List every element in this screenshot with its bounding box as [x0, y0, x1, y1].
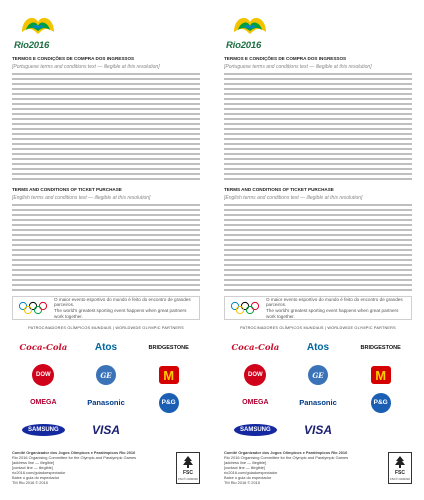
- partners-label: PATROCINADORES OLÍMPICOS MUNDIAIS | WORLDWIDE OLYMPIC PARTNERS: [240, 326, 396, 330]
- terms-pt-title: TERMOS E CONDIÇÕES DE COMPRA DOS INGRESSOS: [12, 56, 135, 61]
- terms-en-note: [English terms and conditions text — illegible at this resolution]: [12, 195, 151, 201]
- partner-message-box: [12, 296, 200, 320]
- footer-line: rio2016.com/guiadoespectador: [12, 470, 66, 475]
- footer-line: Baixe o guia do espectador: [224, 475, 272, 480]
- footer-line: [contact line — illegible]: [12, 465, 53, 470]
- ticket-panel-left: [4, 4, 208, 494]
- terms-en-body: [224, 204, 412, 292]
- footer-line: TM Rio 2016 © 2015: [12, 480, 48, 485]
- fsc-certification-badge: [388, 452, 412, 484]
- sponsor-panasonic: Panasonic: [87, 398, 125, 408]
- terms-en-title: TERMS AND CONDITIONS OF TICKET PURCHASE: [224, 187, 334, 192]
- sponsor-bridgestone: BRIDGESTONE: [360, 344, 401, 351]
- sponsor-omega: OMEGA: [242, 399, 269, 407]
- sponsor-grid: [12, 334, 200, 444]
- terms-pt-body: [12, 73, 200, 183]
- fsc-certification-badge: [176, 452, 200, 484]
- footer-organization-pt: Comitê Organizador dos Jogos Olímpicos e Paralímpicos Rio 2016: [12, 450, 136, 455]
- sponsor-dow: DOW: [244, 364, 266, 386]
- partner-message: [54, 297, 194, 319]
- rio2016-emblem-icon: [228, 10, 272, 40]
- rio2016-wordmark: Rio2016: [226, 40, 262, 51]
- sponsor-visa: VISA: [91, 423, 120, 438]
- fsc-label: FSC: [395, 470, 405, 476]
- sponsor-atos: Atos: [94, 342, 118, 354]
- partner-message-en: The world's greatest sporting event happens when great partners work together.: [54, 308, 187, 319]
- sponsor-coca-cola: Coca-Cola: [19, 342, 68, 353]
- terms-en-body: [12, 204, 200, 292]
- fsc-code: FSC® C000000: [390, 477, 410, 481]
- rio2016-emblem-icon: [16, 10, 60, 40]
- sponsor-grid: [224, 334, 412, 444]
- partner-message-pt: O maior evento esportivo do mundo é feito do encontro de grandes parceiros.: [54, 296, 191, 308]
- sponsor-mcdonalds-icon: M: [371, 366, 391, 384]
- footer-line: TM Rio 2016 © 2015: [224, 480, 260, 485]
- fsc-label: FSC: [183, 470, 193, 476]
- footer-line: [contact line — illegible]: [224, 465, 265, 470]
- footer-line: rio2016.com/guiadoespectador: [224, 470, 278, 475]
- fsc-tree-icon: [181, 455, 195, 469]
- footer-line: Baixe o guia do espectador: [12, 475, 60, 480]
- sponsor-omega: OMEGA: [30, 399, 57, 407]
- partner-message-box: [224, 296, 412, 320]
- terms-en-title: TERMS AND CONDITIONS OF TICKET PURCHASE: [12, 187, 122, 192]
- partners-label: PATROCINADORES OLÍMPICOS MUNDIAIS | WORLDWIDE OLYMPIC PARTNERS: [28, 326, 184, 330]
- sponsor-dow: DOW: [32, 364, 54, 386]
- sponsor-visa: VISA: [303, 423, 332, 438]
- partner-message-pt: O maior evento esportivo do mundo é feito do encontro de grandes parceiros.: [266, 296, 403, 308]
- olympic-rings-icon: [18, 301, 48, 315]
- sponsor-coca-cola: Coca-Cola: [231, 342, 280, 353]
- partner-message-en: The world's greatest sporting event happens when great partners work together.: [266, 308, 399, 319]
- rio2016-logo: [14, 10, 74, 54]
- footer-organization-en: Rio 2016 Organising Committee for the Olympic and Paralympic Games: [224, 455, 349, 460]
- partner-message: [266, 297, 406, 319]
- sponsor-pg: P&G: [371, 393, 391, 413]
- sponsor-bridgestone: BRIDGESTONE: [148, 344, 189, 351]
- fsc-tree-icon: [393, 455, 407, 469]
- terms-pt-note: [Portuguese terms and conditions text — illegible at this resolution]: [224, 64, 372, 70]
- sponsor-mcdonalds-icon: M: [159, 366, 179, 384]
- footer-line: [address line — illegible]: [12, 460, 55, 465]
- sponsor-samsung: SAMSUNG: [22, 424, 65, 436]
- sponsor-ge: GE: [308, 365, 328, 385]
- terms-pt-title: TERMOS E CONDIÇÕES DE COMPRA DOS INGRESSOS: [224, 56, 347, 61]
- terms-en-note: [English terms and conditions text — illegible at this resolution]: [224, 195, 363, 201]
- footer-organization-pt: Comitê Organizador dos Jogos Olímpicos e Paralímpicos Rio 2016: [224, 450, 348, 455]
- footer-line: [address line — illegible]: [224, 460, 267, 465]
- terms-pt-note: [Portuguese terms and conditions text — illegible at this resolution]: [12, 64, 160, 70]
- sponsor-pg: P&G: [159, 393, 179, 413]
- fsc-code: FSC® C000000: [178, 477, 198, 481]
- sponsor-atos: Atos: [306, 342, 330, 354]
- footer-organization-en: Rio 2016 Organising Committee for the Olympic and Paralympic Games: [12, 455, 137, 460]
- rio2016-wordmark: Rio2016: [14, 40, 50, 51]
- sponsor-samsung: SAMSUNG: [234, 424, 277, 436]
- olympic-rings-icon: [230, 301, 260, 315]
- sponsor-ge: GE: [96, 365, 116, 385]
- terms-pt-body: [224, 73, 412, 183]
- sponsor-panasonic: Panasonic: [299, 398, 337, 408]
- footer-info: [12, 450, 162, 485]
- rio2016-logo: [226, 10, 286, 54]
- ticket-panel-right: [216, 4, 420, 494]
- footer-info: [224, 450, 374, 485]
